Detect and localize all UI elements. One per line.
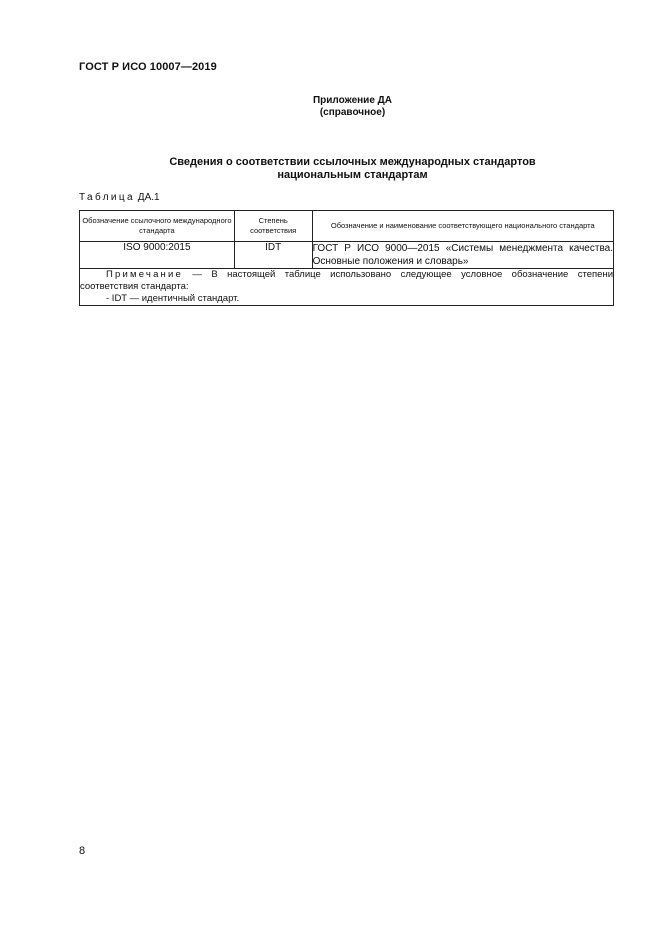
- header-international-standard: Обозначение ссылочного международного стандарта: [80, 211, 235, 242]
- section-title: [22, 156, 661, 182]
- cell-degree: IDT: [234, 242, 312, 269]
- header-degree: Степень соответствия: [234, 211, 312, 242]
- cell-standard: ISO 9000:2015: [80, 242, 235, 269]
- document-code: ГОСТ Р ИСО 10007—2019: [79, 61, 217, 73]
- references-table: [79, 210, 614, 306]
- appendix-title: Приложение ДА: [312, 95, 393, 106]
- table-caption-word: Таблица: [79, 192, 136, 203]
- cell-national: ГОСТ Р ИСО 9000—2015 «Системы менеджмента качества. Основные положения и словарь»: [312, 243, 613, 267]
- table-note-row: [80, 269, 614, 306]
- page-number: 8: [79, 845, 86, 857]
- table-header-row: [80, 211, 614, 242]
- section-title-line2: национальным стандартам: [277, 169, 428, 181]
- table-note: [80, 269, 614, 306]
- table-row: [80, 242, 614, 269]
- table-caption-id: ДА.1: [135, 192, 160, 203]
- note-body: — В настоящей таблице использовано следующее условное обозначение степени соответствия стандарта:: [80, 269, 613, 292]
- note-item: - IDT — идентичный стандарт.: [106, 293, 240, 304]
- section-title-line1: Сведения о соответствии ссылочных международных стандартов: [169, 156, 536, 168]
- table-caption: [79, 192, 160, 203]
- note-label: Примечание: [106, 269, 183, 280]
- appendix-subtitle: (справочное): [319, 107, 386, 118]
- header-national-standard: Обозначение и наименование соответствующего национального стандарта: [312, 211, 613, 242]
- note-text: [80, 269, 613, 293]
